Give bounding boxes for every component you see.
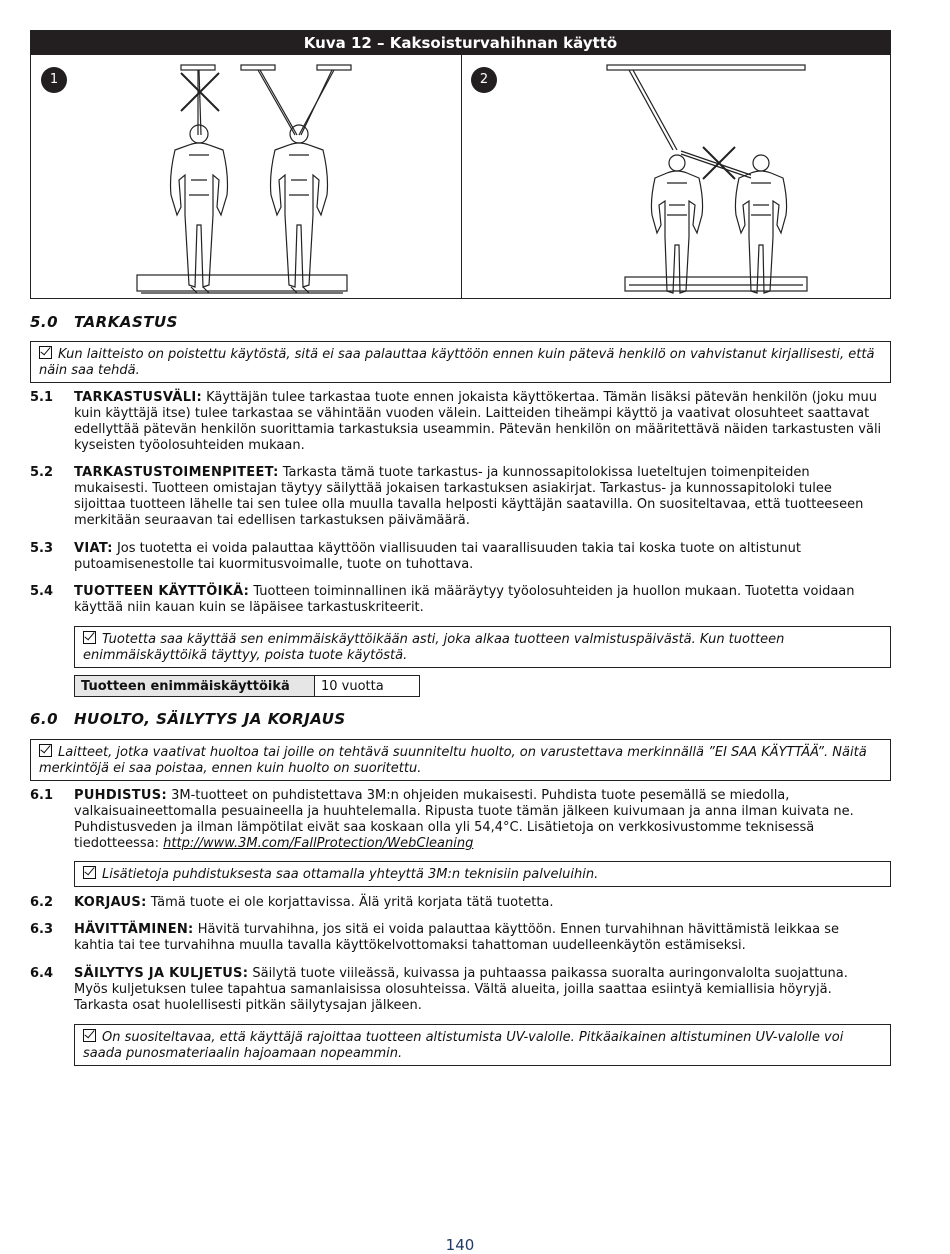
note-text: Kun laitteisto on poistettu käytöstä, sitä ei saa palauttaa käyttöön ennen kuin pätevä henkilö on vahvistanut kirjallisesti, että näin saa tehdä. — [39, 347, 875, 378]
dual-lanyard-illustration-1 — [31, 55, 461, 299]
section-number: 6.0 — [30, 710, 59, 728]
paragraph-label: PUHDISTUS: — [74, 788, 167, 803]
paragraph-text: Säilytä tuote viileässä, kuivassa ja puhtaassa paikassa suoralta auringonvalolta suojattuna. Myös kuljetuksen tulee tapahtua samanlaisissa olosuhteissa. Vältä alueita, joilla saattaa esiintyä kemiallisia höyryjä. Tarkasta osat huolellisesti pitkän säilytysajan jälkeen. — [74, 966, 848, 1013]
page-number: 140 — [445, 1236, 475, 1254]
paragraph-text: Tämä tuote ei ole korjattavissa. Älä yritä korjata tätä tuotetta. — [146, 895, 554, 910]
paragraph-number: 6.3 — [30, 922, 54, 937]
warning-note-box — [30, 341, 891, 383]
paragraph-label: TUOTTEEN KÄYTTÖIKÄ: — [74, 584, 250, 599]
paragraph-6-2 — [30, 895, 882, 912]
paragraph-number: 6.1 — [30, 788, 54, 803]
paragraph-number: 6.2 — [30, 895, 54, 910]
paragraph-number: 5.2 — [30, 465, 54, 480]
checkbox-icon — [83, 631, 96, 644]
section-title: TARKASTUS — [74, 313, 178, 331]
panel-number-badge: 2 — [471, 67, 497, 93]
checkbox-icon — [39, 346, 52, 359]
figure-title: Kuva 12 – Kaksoisturvahihnan käyttö — [31, 31, 890, 55]
table-value-cell: 10 vuotta — [315, 676, 420, 697]
table-row — [75, 676, 420, 697]
section-heading-6 — [30, 710, 346, 728]
paragraph-label: VIAT: — [74, 541, 113, 556]
checkbox-icon — [83, 1029, 96, 1042]
paragraph-number: 5.1 — [30, 390, 54, 405]
paragraph-text: Tarkasta tämä tuote tarkastus- ja kunnossapitolokissa lueteltujen toimenpiteiden mukaisesti. Tuotteen omistajan täytyy säilyttää jokaisen tarkastuksen asiakirjat. Tarkastus- ja kunnossapitoloki tulee sijoittaa tuotteen lähelle tai sen tulee olla muulla tavalla helposti käyttäjän saatavilla. On suositeltavaa, että tuotteeseen merkitään seuraavan tai edellisen tarkastuksen päivämäärä. — [74, 465, 864, 528]
lifetime-table — [74, 675, 420, 697]
note-text: Tuotetta saa käyttää sen enimmäiskäyttöikään asti, joka alkaa tuotteen valmistuspäivästä. Kun tuotteen enimmäiskäyttöikä täyttyy, poista tuote käytöstä. — [83, 632, 785, 663]
paragraph-text: Jos tuotetta ei voida palauttaa käyttöön viallisuuden tai vaarallisuuden takia tai koska tuote on altistunut putoamisenestolle tai kuormitusvoimalle, tuote on tuhottava. — [74, 541, 801, 572]
paragraph-number: 6.4 — [30, 966, 54, 981]
panel-number-badge: 1 — [41, 67, 67, 93]
paragraph-5-3 — [30, 541, 882, 575]
paragraph-label: HÄVITTÄMINEN: — [74, 922, 194, 937]
paragraph-6-3 — [30, 922, 850, 956]
checkbox-icon — [39, 744, 52, 757]
paragraph-label: TARKASTUSVÄLI: — [74, 390, 202, 405]
paragraph-5-2 — [30, 465, 882, 531]
paragraph-5-1 — [30, 390, 882, 456]
paragraph-5-4 — [30, 584, 882, 618]
note-text: Laitteet, jotka vaativat huoltoa tai joille on tehtävä suunniteltu huolto, on varustettava merkinnällä ”EI SAA KÄYTTÄÄ”. Näitä merkintöjä ei saa poistaa, ennen kuin huolto on suoritettu. — [39, 745, 867, 776]
section-heading-5 — [30, 313, 178, 331]
uv-note-box — [74, 1024, 891, 1066]
paragraph-label: KORJAUS: — [74, 895, 147, 910]
lifetime-note-box — [74, 626, 891, 668]
cleaning-note-box — [74, 861, 891, 887]
cleaning-info-link[interactable]: http://www.3M.com/FallProtection/WebCleaning — [163, 836, 474, 851]
paragraph-number: 5.4 — [30, 584, 54, 599]
paragraph-text: Käyttäjän tulee tarkastaa tuote ennen jokaista käyttökertaa. Tämän lisäksi pätevän henkilön (joku muu kuin käyttäjä itse) tulee tarkastaa se vähintään vuoden välein. Laitteiden tiheämpi käyttö ja vaativat olosuhteet saattavat edellyttää pätevän henkilön suorittamia tarkastuksia useammin. Pätevän henkilön on määritettävä näiden tarkastusten väli kyseisten työolosuhteiden mukaan. — [74, 390, 882, 453]
paragraph-text: Hävitä turvahihna, jos sitä ei voida palauttaa käyttöön. Ennen turvahihnan hävittämistä leikkaa se kahtia tai tee turvahihna muulla tavalla käyttökelvottomaksi tahattoman uudelleenkäytön estämiseksi. — [74, 922, 839, 953]
section-number: 5.0 — [30, 313, 59, 331]
paragraph-6-4 — [30, 966, 882, 1016]
dual-lanyard-illustration-2 — [461, 55, 891, 299]
paragraph-text: 3M-tuotteet on puhdistettava 3M:n ohjeiden mukaisesti. Puhdista tuote pesemällä se miedolla, valkaisuaineettomalla pesuaineella ja huuhtelemalla. Ripusta tuote tämän jälkeen kuivumaan ja anna ilman kuivata ne. Puhdistusveden ja ilman lämpötilat eivät saa koskaan olla yli 54,4°C. Lisätietoja on verkkosivustomme teknisessä tiedotteessa: — [74, 788, 854, 851]
figure-panel-1 — [31, 55, 462, 299]
warning-note-box — [30, 739, 891, 781]
note-text: Lisätietoja puhdistuksesta saa ottamalla yhteyttä 3M:n teknisiin palveluihin. — [102, 867, 599, 882]
paragraph-label: TARKASTUSTOIMENPITEET: — [74, 465, 279, 480]
figure-panel-2 — [461, 55, 891, 299]
paragraph-6-1 — [30, 788, 882, 854]
paragraph-number: 5.3 — [30, 541, 54, 556]
note-text: On suositeltavaa, että käyttäjä rajoittaa tuotteen altistumista UV-valolle. Pitkäaikainen altistuminen UV-valolle voi saada punosmateriaalin hajoamaan nopeammin. — [83, 1030, 844, 1061]
figure — [30, 30, 891, 299]
table-label-cell: Tuotteen enimmäiskäyttöikä — [75, 676, 315, 697]
checkbox-icon — [83, 866, 96, 879]
section-title: HUOLTO, SÄILYTYS JA KORJAUS — [74, 710, 346, 728]
paragraph-label: SÄILYTYS JA KULJETUS: — [74, 966, 249, 981]
paragraph-text: Tuotteen toiminnallinen ikä määräytyy työolosuhteiden ja huollon mukaan. Tuotetta voidaan käyttää niin kauan kuin se läpäisee tarkastuskriteerit. — [74, 584, 855, 615]
